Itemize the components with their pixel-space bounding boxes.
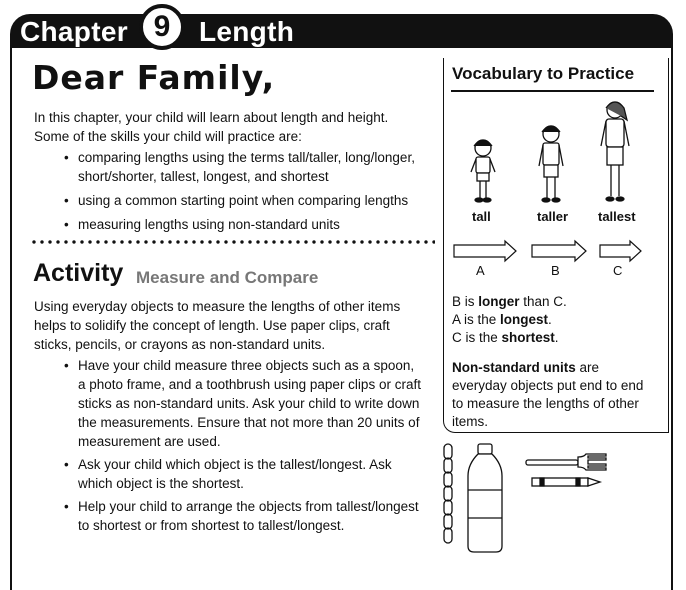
length-arrows (450, 238, 650, 264)
arrow-label-a: A (476, 263, 485, 278)
activity-subheading: Measure and Compare (136, 268, 319, 287)
intro-line-2: Some of the skills your child will practice are: (34, 129, 302, 144)
label-tallest: tallest (598, 209, 636, 224)
chapter-number: 9 (153, 10, 171, 43)
vocabulary-underline (451, 90, 654, 92)
activity-steps (64, 356, 444, 535)
child-tall-figure (471, 140, 495, 202)
activity-paragraph: Using everyday objects to measure the lengths of other items helps to solidify the concept of length. Use paper clips, craft sticks, pencils, or crayons as non-standard units. (34, 299, 401, 352)
arrow-b-icon (532, 241, 586, 261)
chapter-number-badge (139, 4, 185, 50)
skills-list (64, 148, 444, 234)
paper-clip-chain-icon (444, 444, 452, 543)
sentence-longest: A is the longest. (452, 312, 552, 327)
activity-step: • Ask your child which object is the tallest/longest. Ask which object is the shortest. (64, 455, 444, 493)
arrow-label-b: B (551, 263, 560, 278)
fork-icon (526, 454, 606, 470)
skill-item: • measuring lengths using non-standard units (64, 215, 444, 234)
children-figures (455, 96, 655, 208)
child-tallest-figure (601, 102, 629, 201)
label-tall: tall (472, 209, 491, 224)
dotted-divider (30, 240, 435, 244)
label-taller: taller (537, 209, 569, 224)
activity-step: • Have your child measure three objects such as a spoon, a photo frame, and a toothbrush using paper clips or craft sticks as non-standard units. Ask your child to write down the measurements. Ensure that not more than 20 units of measurement are used. (64, 356, 444, 451)
arrow-c-icon (600, 241, 641, 261)
measuring-illustration (440, 440, 620, 556)
chapter-word: Chapter (20, 16, 128, 47)
arrow-label-c: C (613, 263, 623, 278)
crayon-icon (532, 478, 600, 486)
vocabulary-heading: Vocabulary to Practice (452, 64, 635, 83)
activity-step: • Help your child to arrange the objects from tallest/longest to shortest or from shortest to tallest/longest. (64, 497, 444, 535)
chapter-title: Length (199, 16, 295, 47)
sentence-shortest: C is the shortest. (452, 330, 559, 345)
activity-heading: Activity (33, 259, 124, 287)
intro-line-1: In this chapter, your child will learn about length and height. (34, 110, 389, 125)
comparison-sentences (452, 293, 667, 347)
water-bottle-icon (468, 444, 502, 552)
child-taller-figure (539, 126, 563, 202)
nonstandard-units-definition: Non-standard units are everyday objects put end to end to measure the lengths of other items. (452, 360, 644, 429)
sentence-longer: B is longer than C. (452, 294, 567, 309)
skill-item: • using a common starting point when comparing lengths (64, 191, 444, 210)
arrow-a-icon (454, 241, 516, 261)
skill-item: • comparing lengths using the terms tall/taller, long/longer, short/shorter, tallest, longest, and shortest (64, 148, 444, 186)
letter-greeting: Dear Family, (32, 58, 276, 97)
